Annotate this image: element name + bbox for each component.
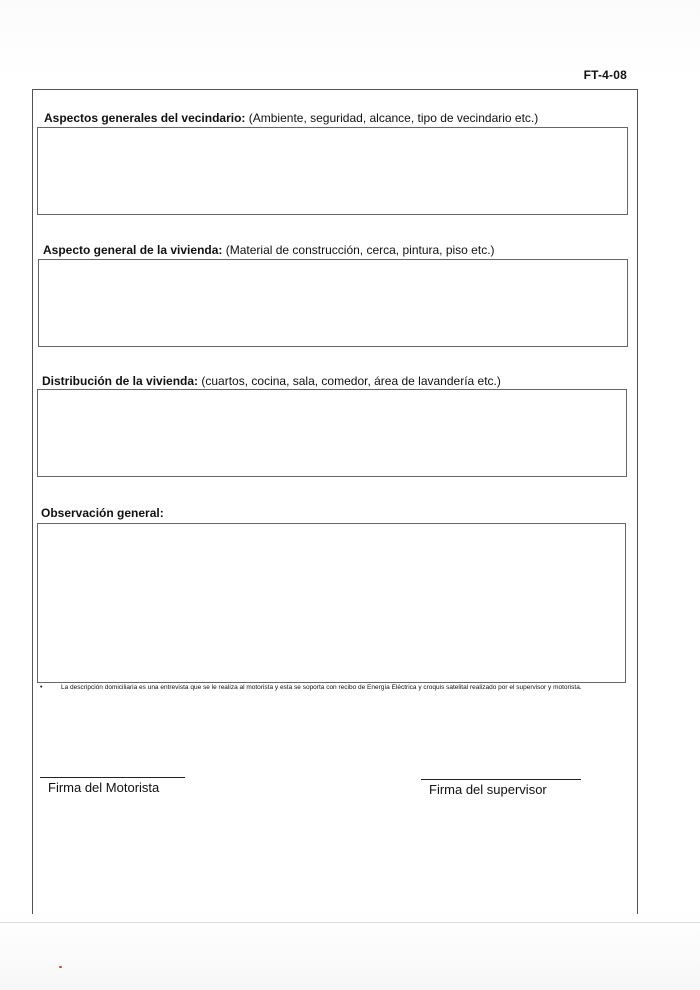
section-title: Observación general: (41, 506, 164, 520)
form-code: FT-4-08 (583, 68, 627, 82)
bullet-icon: • (40, 684, 43, 691)
supervisor-signature-label: Firma del supervisor (429, 782, 547, 797)
section-label-distribution (42, 374, 501, 388)
section-label-housing (43, 243, 495, 257)
scan-edge (0, 922, 700, 923)
footnote (40, 684, 625, 692)
footnote-text: La descripción domiciliaria es una entrevista que se le realiza al motorista y esta se soporta con recibo de Energía Eléctrica y croquis satelital realizado por el supervisor y motorista. (61, 684, 582, 691)
scan-speck (59, 966, 62, 968)
neighborhood-answer-box[interactable] (37, 127, 628, 215)
section-title: Aspecto general de la vivienda: (43, 243, 223, 257)
observation-answer-box[interactable] (37, 523, 626, 683)
distribution-answer-box[interactable] (37, 389, 627, 477)
section-label-neighborhood (44, 111, 538, 125)
section-hint: (Ambiente, seguridad, alcance, tipo de vecindario etc.) (245, 111, 539, 125)
section-title: Aspectos generales del vecindario: (44, 111, 246, 125)
section-title: Distribución de la vivienda: (42, 374, 199, 388)
driver-signature-line[interactable] (40, 777, 185, 778)
section-label-observation (41, 506, 164, 520)
section-hint: (Material de construcción, cerca, pintura, piso etc.) (222, 243, 495, 257)
supervisor-signature-line[interactable] (421, 779, 581, 780)
section-hint: (cuartos, cocina, sala, comedor, área de lavandería etc.) (198, 374, 501, 388)
driver-signature-label: Firma del Motorista (48, 780, 160, 795)
housing-answer-box[interactable] (38, 259, 628, 347)
